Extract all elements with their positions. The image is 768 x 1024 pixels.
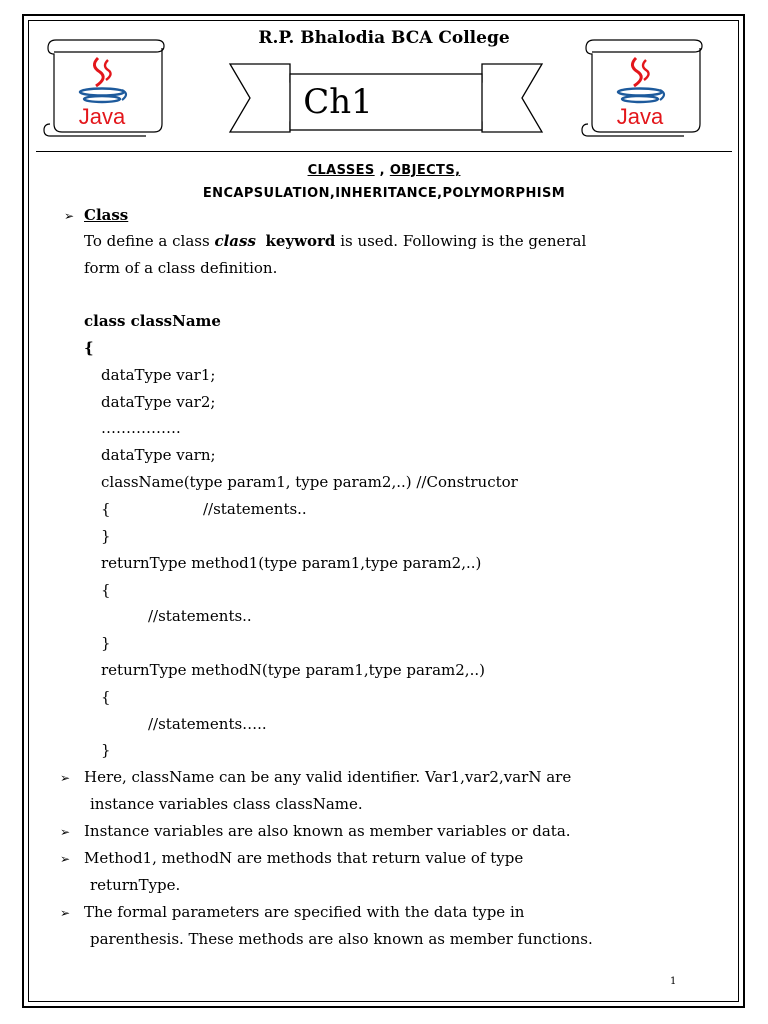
code-line: { <box>101 500 111 518</box>
code-line: { <box>101 581 111 599</box>
code-line: } <box>101 634 111 652</box>
java-logo-left <box>36 32 166 140</box>
bullet-text: Instance variables are also known as member variables or data. <box>84 822 571 840</box>
code-line: ……………. <box>101 419 181 437</box>
bullet-text: The formal parameters are specified with the data type in <box>84 903 525 921</box>
bullet-arrow-icon: ➢ <box>64 209 75 223</box>
java-logo-text: Java <box>78 104 126 129</box>
code-line: { <box>84 339 94 357</box>
code-line: className(type param1, type param2,..) //Constructor <box>101 473 518 491</box>
bullet-arrow-icon: ➢ <box>60 771 71 785</box>
code-line: dataType var1; <box>101 366 216 384</box>
intro-line-1: To define a class class keyword is used. Following is the general <box>84 232 587 250</box>
code-line: //statements.. <box>148 607 252 625</box>
header-divider <box>36 151 732 152</box>
java-logo-text: Java <box>616 104 664 129</box>
college-name: R.P. Bhalodia BCA College <box>258 28 510 48</box>
page-number: 1 <box>670 976 677 987</box>
bullet-arrow-icon: ➢ <box>60 852 71 866</box>
chapter-title-line1: CLASSES , OBJECTS, <box>307 163 461 178</box>
chapter-label: Ch1 <box>303 82 373 122</box>
code-line: class className <box>84 312 221 330</box>
code-line: } <box>101 741 111 759</box>
chapter-banner <box>226 60 546 144</box>
code-line: dataType var2; <box>101 393 216 411</box>
code-line: //statements.. <box>203 500 307 518</box>
bullet-text: returnType. <box>90 876 181 894</box>
code-line: { <box>101 688 111 706</box>
bullet-text: Method1, methodN are methods that return value of type <box>84 849 524 867</box>
code-line: dataType varn; <box>101 446 216 464</box>
bullet-arrow-icon: ➢ <box>60 825 71 839</box>
section-heading: Class <box>84 206 129 224</box>
intro-line-2: form of a class definition. <box>84 259 278 277</box>
bullet-text: instance variables class className. <box>90 795 363 813</box>
code-line: } <box>101 527 111 545</box>
code-line: returnType methodN(type param1,type param2,..) <box>101 661 485 679</box>
bullet-arrow-icon: ➢ <box>60 906 71 920</box>
code-line: returnType method1(type param1,type param2,..) <box>101 554 482 572</box>
code-line: //statements….. <box>148 715 267 733</box>
bullet-text: Here, className can be any valid identifier. Var1,var2,varN are <box>84 768 572 786</box>
java-logo-right <box>574 32 704 140</box>
bullet-text: parenthesis. These methods are also known as member functions. <box>90 930 593 948</box>
chapter-title-line2: ENCAPSULATION,INHERITANCE,POLYMORPHISM <box>202 186 566 201</box>
